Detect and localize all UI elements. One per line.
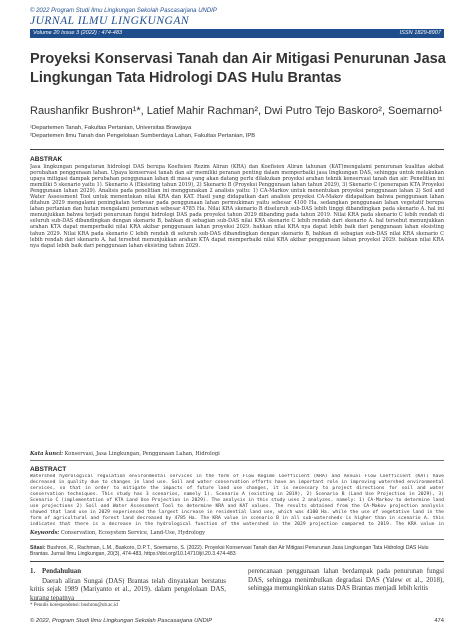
journal-issn: ISSN 1829-8907: [399, 30, 441, 36]
intro-right-text: perencanaan penggunaan lahan berdampak pada penurunan fungsi DAS, sehingga menimbulkan degradasi DAS (Yalew et al., 2018), sehingga memungkinkan status DAS Brantas menjadi lebih kritis: [248, 568, 444, 592]
footer-copyright: © 2022, Program Studi Ilmu Lingkungan Sekolah Pascasarjana UNDIP: [30, 618, 213, 624]
journal-info-bar: [30, 29, 444, 38]
divider: [30, 539, 444, 540]
abstract-heading: ABSTRACT: [30, 466, 67, 473]
journal-volume: Volume 20 Issue 3 (2022) : 474-483: [33, 30, 123, 36]
article-authors: Raushanfikr Bushron¹*, Latief Mahir Rachman², Dwi Putro Tejo Baskoro², Soemarno¹: [30, 105, 443, 117]
article-title: Proyeksi Konservasi Tanah dan Air Mitigasi Penurunan Jasa Lingkungan Tata Hidrologi DAS Hulu Brantas: [30, 51, 446, 86]
citation-text: Bushron, R., Rachman, L.M., Baskoro, D.P.T., Soemarno, S. (2022). Proyeksi Konservasi Tanah dan Air Mitigasi Penurunan Jasa Lingkungan Tata Hidrologi DAS Hulu Brantas. Jurnal Ilmu Lingkungan, 20(3), 474-483, https://doi.org/10.14710/jil.20.3.474-483: [30, 545, 429, 558]
abstract-keywords-list: Conservation, Ecosystem Service, Land-Use, Hydrology: [60, 530, 205, 536]
journal-name: JURNAL ILMU LINGKUNGAN: [30, 15, 190, 27]
abstrak-text: Jasa lingkungan pengaturan hidrologi DAS berupa Koefisien Rezim Aliran (KRA) dan Koefisien Aliran tahunan (KAT)mengalami penurunan kualitas akibat perubahan penggunaan lahan. Upaya konservasi tanah dan air memiliki peranan penting dalam memperbaiki jasa lingkungan DAS, sehingga untuk melakukan upaya mitigasi dampak perubahan penggunaan lahan di masa yang akan datang perlu dilakukan proyeksi arahan teknik konservasi tanah dan air. Penelitian ini memiliki 5 skenario yaitu 1). Skenario A (Eksisting tahun 2019), 2) Skenario B (Proyeksi Penggunaan lahan tahun 2029), 3) Skenario C (penerapan KTA Proyeksi Penggunaan lahan 2029). Analisis pada penelitian ini menggunakan 2 analisis yaitu: 1) CA-Markov untuk menentukan proyeksi penggunaan lahan 2) Soil and Water Assessment Tool untuk menentukan nilai KRA dan KAT. Hasil yang didapatkan dari analisis proyeksi CA-Makov didapatkan bahwa penggunaan lahan ditahun 2029 mengalami peningkatan terbesar pada penggunaan lahan permukiman yaitu sebesar 4100 Ha. sedangkan penggunaan lahan vegetatif berupa lahan pertanian dan hutan mengalami penurunan sebesar 4785 Ha. Nilai KRA skenario B diseluruh sub-DAS lebih tinggi dibandingkan pada skenario A. hal ini menunjukkan bahwa terjadi penurunan fungsi hidrologi DAS pada proyeksi tahun 2029 dibanding pada tahun 2019. Nilai KRA pada skenario C lebih rendah di seluruh sub-DAS dibandingkan dengan skenario B, bahkan di sebagian sub-DAS nilai KRA skenario C lebih rendah dari skenario A. hal tersebut menunjukkan arahan KTA dapat memperbaiki nilai KRA akibar penggunaan lahan proyeksi 2029. bahkan nilai KRA nya dapat lebih baik dari penggunaan lahan eksisting tahun 2029. Nilai KRA pada skenario C lebih rendah di seluruh sub-DAS dibandingkan dengan skenario B, bahkan di sebagian sub-DAS nilai KRA skenario C lebih rendah dari skenario A. hal tersebut menunjukkan arahan KTA dapat memperbaiki nilai KRA akibar penggunaan lahan proyeksi 2029. bahkan nilai KRA nya dapat lebih baik dari penggunaan lahan eksisting tahun 2029.: [30, 164, 444, 249]
abstract-text: Watershed hydrological regulation environmental services in the form of Flow Regime Coefficient (KRA) and Annual Flow Coefficient (KAT) have decreased in quality due to changes in land use. Soil and water conservation efforts have an important role in improving watershed environmental services, so that in order to mitigate the impacts of future land use changes, it is necessary to project directions for soil and water conservation techniques. This study has 3 scenarios, namely 1). Scenario A (existing in 2019), 2) Scenario B (Land Use Projection in 2029), 3) Scenario C (implementation of KTA Land Use Projection in 2029). The analysis in this study uses 2 analyzes, namely: 1) CA-Markov to determine land use projections 2) Soil and Water Assessment Tool to determine KRA and KAT values. The results obtained from the CA-Makov projection analysis showed that land use in 2029 experienced the largest increase in residential land use, which was 4100 Ha. while the use of vegetative land in the form of agricultural and forest land decreased by 4785 Ha. The KRA value in scenario B in all sub-watersheds is higher than in scenario A. this indicates that there is a decrease in the hydrological function of the watershed in the 2029 projection compared to 2019. The KRA value in: [30, 474, 444, 527]
divider: [30, 460, 444, 461]
abstrak-keywords-label: Kata kunci:: [30, 451, 64, 457]
affiliation-1: ¹Departemen Tanah, Fakultas Pertanian, Universitas Brawijaya: [30, 125, 192, 131]
abstrak-keywords-list: Konservasi, Jasa Lingkungan, Penggunaan Lahan, Hidrologi: [64, 451, 220, 457]
intro-column-left: [30, 568, 226, 603]
abstrak-heading: ABSTRAK: [30, 156, 63, 163]
intro-number: 1.: [30, 568, 36, 575]
intro-left-text: Daerah aliran Sungai (DAS) Brantas telah dinyatakan berstatus kritis sejak 1989 (Mariyanto et al., 2019). dalam pengelolaan DAS, kurang tepatnya: [30, 577, 226, 602]
citation: [30, 545, 444, 558]
footnote: * Penulis korespondensi: bushron@ub.ac.id: [30, 603, 118, 608]
divider: [30, 149, 444, 150]
page-number: 474: [434, 618, 444, 624]
abstract-keywords-label: Keywords:: [30, 530, 60, 536]
abstrak-keywords: [30, 451, 220, 457]
footnote-divider: [30, 600, 120, 601]
citation-label: Sitasi:: [30, 545, 46, 551]
abstract-keywords: [30, 530, 205, 536]
divider: [30, 561, 444, 562]
page-footer: [30, 618, 444, 624]
header-copyright: © 2022 Program Studi Ilmu Lingkungan Sekolah Pascasarjana UNDIP: [30, 8, 217, 14]
affiliation-2: ²Departemen Ilmu Tanah dan Pengelolaan Sumberdaya Lahan, Fakultas Pertanian, IPB: [30, 133, 256, 139]
intro-heading: [30, 568, 226, 577]
intro-column-right: [248, 568, 444, 594]
intro-title: Pendahuluan: [42, 568, 82, 575]
